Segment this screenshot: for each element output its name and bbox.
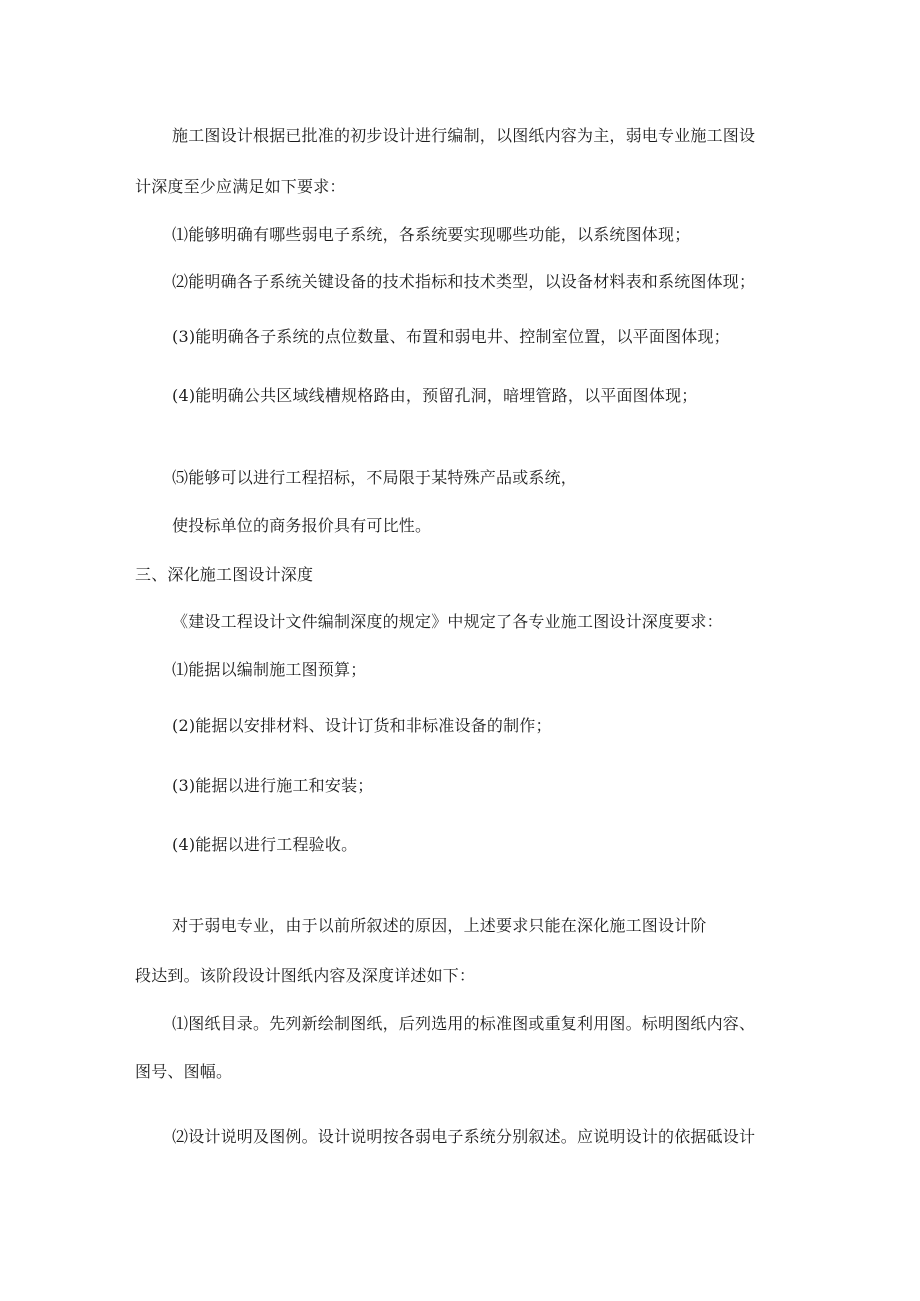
paragraph-line: 《建设工程设计文件编制深度的规定》中规定了各专业施工图设计深度要求： (172, 612, 723, 631)
paragraph-line: 对于弱电专业，由于以前所叙述的原因，上述要求只能在深化施工图设计阶 (172, 916, 707, 935)
list-item: ⑵能明确各子系统关键设备的技术指标和技术类型，以设备材料表和系统图体现； (172, 272, 756, 291)
list-item: (2)能据以安排材料、设计订货和非标准设备的制作； (172, 716, 552, 735)
paragraph-line: 图号、图幅。 (135, 1062, 233, 1081)
section-heading: 三、深化施工图设计深度 (135, 565, 314, 584)
list-item: ⑵设计说明及图例。设计说明按各弱电子系统分别叙述。应说明设计的依据砥设计 (172, 1127, 756, 1146)
list-item: ⑸能够可以进行工程招标，不局限于某特殊产品或系统， (172, 468, 578, 487)
list-item: ⑴能够明确有哪些弱电子系统，各系统要实现哪些功能，以系统图体现； (172, 225, 691, 244)
list-item: ⑴图纸目录。先列新绘制图纸，后列选用的标准图或重复利用图。标明图纸内容、 (172, 1014, 756, 1033)
list-item: (3)能明确各子系统的点位数量、布置和弱电井、控制室位置，以平面图体现； (172, 327, 730, 346)
list-item: (4)能明确公共区域线槽规格路由，预留孔洞，暗埋管路，以平面图体现； (172, 386, 698, 405)
list-item: ⑴能据以编制施工图预算； (172, 660, 367, 679)
list-item: (4)能据以进行工程验收。 (172, 835, 358, 854)
paragraph-line: 计深度至少应满足如下要求： (135, 177, 346, 196)
paragraph-line: 施工图设计根据已批准的初步设计进行编制，以图纸内容为主，弱电专业施工图设 (172, 126, 756, 145)
list-item: (3)能据以进行施工和安装； (172, 776, 374, 795)
paragraph-line: 段达到。该阶段设计图纸内容及深度详述如下： (135, 966, 476, 985)
paragraph-line: 使投标单位的商务报价具有可比性。 (172, 516, 432, 535)
